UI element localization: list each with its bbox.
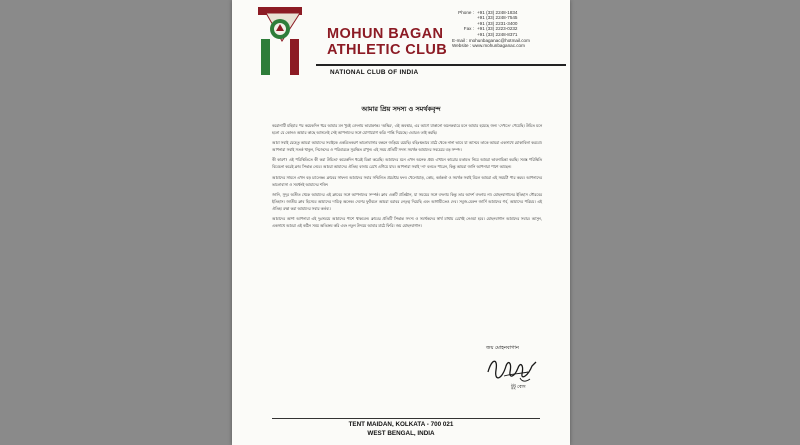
club-address [232, 421, 570, 438]
phone-number: +91 (33) 2248-1834 [477, 10, 518, 15]
club-name-line2: ATHLETIC CLUB [327, 42, 448, 58]
letter-paragraph: আমাদের সামনে এখন বড় চ্যালেঞ্জ। ক্লাবের সাফল্য আমাদের সবার সম্মিলিত প্রচেষ্টার ফল। খেলোয়াড়, কোচ, কর্মকর্তা ও সমর্থক সবাই মিলে আমরা এই সময়টা পার করব। আপনাদের ভালোবাসা ও সমর্থনই আমাদের শক্তি। [272, 175, 542, 187]
email-text: E-mail : mohunbaganac@hotmail.com [452, 38, 530, 44]
letter-paragraph: করোনাটি মহিমার পর কয়েকদিন ধরে আমার মন খুবই বেদনায় ভারাক্রান্ত। 'অস্থির', এই অবস্থার, এর আগে যাকানো অনেকবারে মনে আমার হয়েছে জন্য 'দেখতে' পেয়েছি। উচিত মনে হলো যে কোনও আমার কাছে আসলেই সেই আপনাদের সঙ্গে যোগাযোগ করি। শান্তি দিয়েছে। এবারও তাই করছি। [272, 124, 542, 136]
fax-number: +91 (33) 2223-0232 [477, 26, 518, 32]
address-line2: WEST BENGAL, INDIA [367, 429, 435, 437]
club-tagline: NATIONAL CLUB OF INDIA [330, 69, 419, 76]
fax-number: +91 (33) 2248-8371 [477, 31, 518, 37]
letter-salutation: আমার প্রিয় সদস্য ও সমর্থকবৃন্দ [361, 105, 441, 113]
letter-closing: জয় মোহনবাগান [486, 345, 519, 351]
phone-number: +91 (33) 2231-3400 [477, 20, 518, 26]
phone-label: Phone : [458, 10, 474, 15]
fax-label: Fax : [463, 26, 474, 32]
footer-divider [272, 418, 540, 419]
handwritten-signature [484, 352, 540, 386]
contact-block [452, 10, 562, 49]
letter-paragraph: আমা সবাই যেহেতু আমরা আমাদের সবাইকে একত্রিতকরণ ভালোবাসার বন্ধনে জড়িয়ে রয়েছি। বহিঃস্থভাবে মাঠে থেকে নানা ভাবে যা আসবে তাকে আমরা একসাথে মোকাবিলা করবো। আপনারা সবাই সতর্ক থাকুন, নিজেদের ও পরিবারকে সুরক্ষিত রাখুন। এই সময় প্রতিটি সদস্য সমর্থক আমাদের সবচেয়ে বড় সম্পদ। [272, 141, 542, 153]
signatory-name: টুটু বোস [511, 385, 526, 390]
address-line1: TENT MAIDAN, KOLKATA - 700 021 [348, 421, 454, 428]
club-name [327, 26, 447, 58]
club-logo [254, 7, 306, 75]
letter-page [232, 0, 570, 445]
letter-paragraph: কী কারণ? এই পরিস্থিতিতে কী করা উচিত? কয়েকদিন ধরেই চিন্তা করেছি। আমাদের মনে এখন অনেক প্রশ্ন। এখানে কারোর মতামত নিয়ে আমরা ভাবনাচিন্তা করছি। সমস্ত পরিস্থিতি বিবেচনা করেই ক্লাব সিদ্ধান্ত নেবে। আমরা আমাদের ঐতিহ্য বজায় রেখে এগিয়ে যাব। আপনারা সবাই 'না' বলতে পারেন, কিন্তু আমরা জানি আপনারা পাশে আছেন। [272, 158, 542, 170]
letter-paragraph: জানি, সুদূর অতীত থেকে আমাদের এই ক্লাবের সঙ্গে আপনাদের সম্পর্ক। ক্লাব একটি প্রতিষ্ঠান, যা সময়ের সঙ্গে বদলায় কিন্তু তার আদর্শ বদলায় না। মোহনবাগানের ইতিহাস গৌরবের ইতিহাস। জাতীয় ক্লাব হিসেবে আমাদের দায়িত্ব অনেক। দেশের ফুটবলে আমরা বরাবর নেতৃত্ব দিয়েছি এবং আগামীতেও দেব। সবুজ-মেরুন জার্সি আমাদের গর্ব, আমাদের পরিচয়। এই ঐতিহ্য রক্ষা করা আমাদের সবার কর্তব্য। [272, 192, 542, 211]
letter-body [272, 123, 542, 233]
header-divider [316, 64, 566, 66]
website-text: Website : www.mohunbaganac.com [452, 43, 525, 49]
letter-paragraph: আমাদের আশা আপনারা এই দুঃসময়ে আমাদের পাশে থাকবেন। ক্লাবের প্রতিটি সিদ্ধান্ত সদস্য ও সমর্থকদের স্বার্থ মাথায় রেখেই নেওয়া হবে। মোহনবাগান আমাদের সবার। আসুন, একসাথে আমরা এই কঠিন সময় অতিক্রম করি এবং নতুন উদ্যমে আবার মাঠে ফিরি। জয় মোহনবাগান। [272, 217, 542, 229]
club-name-line1: MOHUN BAGAN [327, 26, 444, 42]
phone-number: +91 (33) 2248-7545 [477, 15, 518, 21]
